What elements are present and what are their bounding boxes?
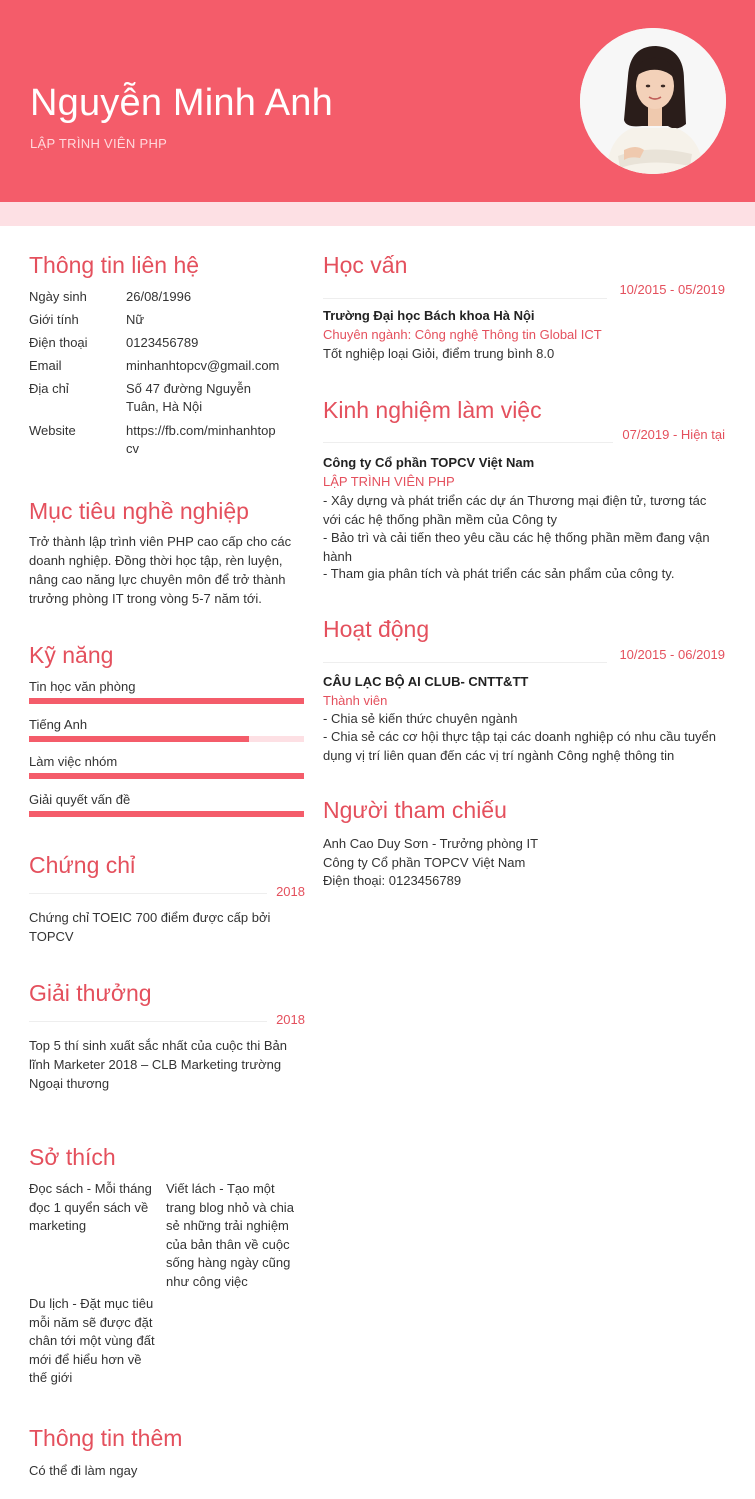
skill-bar [29, 773, 304, 779]
skills-title: Kỹ năng [29, 642, 114, 668]
avatar-photo [580, 28, 726, 174]
skill-fill [29, 736, 249, 742]
activities-date: 10/2015 - 06/2019 [619, 647, 725, 662]
contact-row [29, 357, 305, 375]
hobby-item: Du lịch - Đặt mục tiêu mỗi năm sẽ được đặt chân tới một vùng đất mới để hiểu hơn về thế giới [29, 1296, 155, 1385]
candidate-name: Nguyễn Minh Anh [30, 82, 333, 124]
skill-bar [29, 811, 304, 817]
header-divider-strip [0, 202, 755, 226]
references-title: Người tham chiếu [323, 797, 507, 823]
contact-row [29, 380, 305, 416]
skill-name: Tin học văn phòng [29, 679, 136, 694]
contact-value[interactable]: minhanhtopcv@gmail.com [126, 358, 280, 373]
contact-value: Số 47 đường Nguyễn Tuân, Hà Nội [126, 381, 251, 414]
contact-label: Điện thoại [29, 335, 88, 350]
contact-label: Ngày sinh [29, 289, 87, 304]
awards-date: 2018 [276, 1012, 305, 1027]
activities-org: CÂU LẠC BỘ AI CLUB- CNTT&TT [323, 674, 529, 689]
certificates-date: 2018 [276, 884, 305, 899]
section-divider [29, 1021, 267, 1022]
section-divider [323, 442, 613, 443]
contact-label: Địa chỉ [29, 381, 69, 396]
skill-bar [29, 736, 304, 742]
awards-title: Giải thưởng [29, 980, 152, 1006]
activities-item: - Chia sẻ các cơ hội thực tập tại các doanh nghiệp có nhu cầu tuyển dụng vị trí liên quan đến các vị trí ngành Công nghệ thông tin [323, 729, 717, 763]
education-title: Học vấn [323, 252, 408, 278]
objective-title: Mục tiêu nghề nghiệp [29, 498, 249, 524]
experience-position: LẬP TRÌNH VIÊN PHP [323, 474, 455, 489]
activities-role: Thành viên [323, 693, 388, 708]
contact-title: Thông tin liên hệ [29, 252, 200, 278]
avatar [580, 28, 726, 174]
skill-name: Giải quyết vấn đề [29, 792, 131, 807]
contact-value: Nữ [126, 312, 145, 327]
experience-duty: - Tham gia phân tích và phát triển các sản phẩm của công ty. [323, 566, 675, 581]
skill-bar [29, 698, 304, 704]
contact-value: 0123456789 [126, 335, 199, 350]
additional-text: Có thể đi làm ngay [29, 1463, 138, 1478]
certificates-title: Chứng chỉ [29, 852, 136, 878]
contact-label: Website [29, 423, 76, 438]
section-divider [29, 893, 267, 894]
experience-duty: - Xây dựng và phát triển các dự án Thương mại điện tử, tương tác với các hệ thống phần mềm của Công ty [323, 493, 707, 527]
hobbies-title: Sở thích [29, 1144, 116, 1170]
contact-row [29, 311, 305, 329]
reference-line: Điện thoại: 0123456789 [323, 873, 462, 888]
activities-title: Hoạt động [323, 616, 430, 642]
contact-row [29, 334, 305, 352]
contact-value: 26/08/1996 [126, 289, 192, 304]
experience-duty: - Bảo trì và cải tiến theo yêu cầu các hệ thống phần mềm đang vận hành [323, 530, 710, 564]
education-school: Trường Đại học Bách khoa Hà Nội [323, 308, 535, 323]
experience-date: 07/2019 - Hiện tại [622, 427, 725, 442]
skill-fill [29, 773, 304, 779]
education-major: Chuyên ngành: Công nghệ Thông tin Global ICT [323, 327, 602, 342]
objective-text: Trở thành lập trình viên PHP cao cấp cho các doanh nghiệp. Đồng thời học tập, rèn luyện, nâng cao năng lực chuyên môn để trở thành trưởng phòng IT trong vòng 5-7 năm tới. [29, 534, 292, 606]
skill-fill [29, 811, 304, 817]
additional-title: Thông tin thêm [29, 1425, 183, 1451]
hobby-item: Đọc sách - Mỗi tháng đọc 1 quyển sách về marketing [29, 1181, 152, 1233]
contact-label: Giới tính [29, 312, 79, 327]
contact-row [29, 422, 305, 458]
reference-line: Công ty Cổ phần TOPCV Việt Nam [323, 855, 526, 870]
certificates-text: Chứng chỉ TOEIC 700 điểm được cấp bởi TOPCV [29, 910, 271, 944]
section-divider [323, 662, 607, 663]
awards-text: Top 5 thí sinh xuất sắc nhất của cuộc thi Bản lĩnh Marketer 2018 – CLB Marketing trường Ngoại thương [29, 1038, 287, 1091]
contact-value[interactable]: https://fb.com/minhanhtopcv [126, 423, 276, 456]
candidate-role: LẬP TRÌNH VIÊN PHP [30, 136, 168, 151]
skill-name: Làm việc nhóm [29, 754, 118, 769]
education-detail: Tốt nghiệp loại Giỏi, điểm trung bình 8.0 [323, 346, 555, 361]
reference-line: Anh Cao Duy Sơn - Trưởng phòng IT [323, 836, 539, 851]
experience-company: Công ty Cổ phần TOPCV Việt Nam [323, 455, 535, 470]
skill-fill [29, 698, 304, 704]
hobby-item: Viết lách - Tạo một trang blog nhỏ và chia sẻ những trải nghiệm của bản thân về cuộc sống hàng ngày cũng như công việc [166, 1181, 294, 1289]
contact-label: Email [29, 358, 62, 373]
skill-name: Tiếng Anh [29, 717, 88, 732]
contact-row [29, 288, 305, 306]
activities-item: - Chia sẻ kiến thức chuyên ngành [323, 711, 518, 726]
experience-title: Kinh nghiệm làm việc [323, 397, 542, 423]
education-date: 10/2015 - 05/2019 [619, 282, 725, 297]
section-divider [323, 298, 607, 299]
